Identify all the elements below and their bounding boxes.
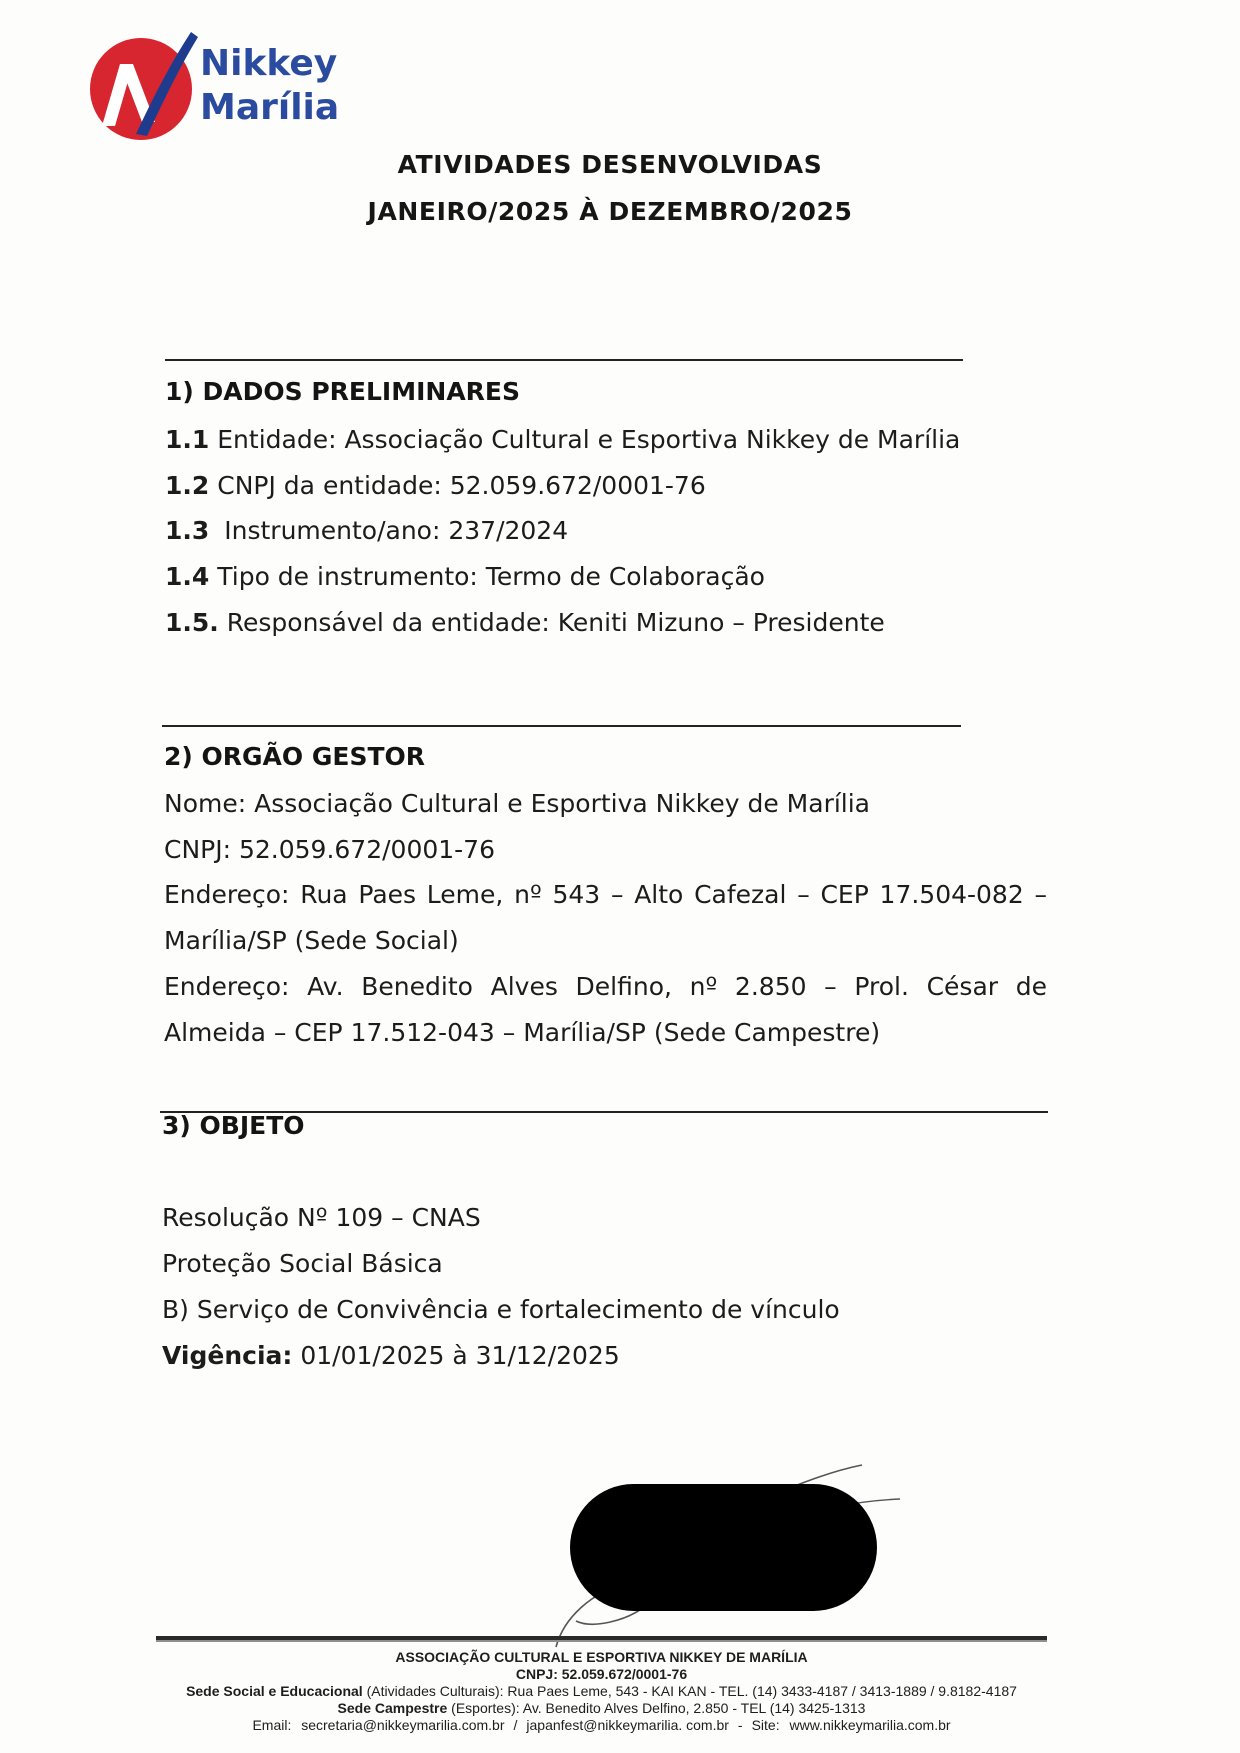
- validity-line: [162, 1333, 840, 1379]
- footer-email-label: Email:: [252, 1717, 292, 1733]
- redacted-signature: [570, 1484, 877, 1611]
- footer-sede-social-label: Sede Social e Educacional: [186, 1683, 363, 1699]
- footer-site: www.nikkeymarilia.com.br: [789, 1717, 951, 1733]
- footer-dash: -: [737, 1717, 743, 1733]
- item-number: 1.2: [165, 470, 210, 500]
- item-number: 1.3: [165, 516, 210, 546]
- section-heading-managing-body: 2) ORGÃO GESTOR: [164, 742, 426, 771]
- item-text: Instrumento/ano: 237/2024: [224, 516, 569, 546]
- address-campestre-line2: Almeida – CEP 17.512-043 – Marília/SP (Sede Campestre): [164, 1017, 881, 1047]
- nikkey-marilia-emblem-icon: [80, 28, 205, 146]
- entity-name: Nome: Associação Cultural e Esportiva Nikkey de Marília: [164, 789, 871, 818]
- footer-email-primary: secretaria@nikkeymarilia.com.br: [301, 1717, 505, 1733]
- item-text: Tipo de instrumento: Termo de Colaboração: [217, 562, 765, 592]
- preliminary-data-list: [165, 417, 960, 646]
- footer-sede-social-text: (Atividades Culturais): Rua Paes Leme, 543 - KAI KAN - TEL. (14) 3433-4187 / 3413-1889 / 9.8182-4187: [366, 1683, 1017, 1699]
- footer-sede-campestre: [156, 1700, 1047, 1717]
- item-number: 1.1: [165, 425, 210, 454]
- section-divider: [165, 359, 963, 361]
- logo-text-line2: Marília: [200, 87, 340, 128]
- list-item: [165, 463, 960, 509]
- managing-body-details: [164, 781, 1047, 1055]
- object-details: [162, 1195, 840, 1379]
- footer-separator: /: [513, 1717, 518, 1733]
- section-heading-object: 3) OBJETO: [162, 1111, 305, 1140]
- footer-divider: [156, 1636, 1047, 1642]
- list-item: [165, 508, 960, 554]
- document-period: JANEIRO/2025 À DEZEMBRO/2025: [367, 197, 853, 226]
- item-text: CNPJ da entidade: 52.059.672/0001-76: [217, 470, 706, 500]
- entity-cnpj: CNPJ: 52.059.672/0001-76: [164, 834, 495, 864]
- footer-org-name: ASSOCIAÇÃO CULTURAL E ESPORTIVA NIKKEY DE MARÍLIA: [395, 1649, 808, 1665]
- logo-text-line1: Nikkey: [200, 43, 338, 84]
- footer-sede-social: [156, 1683, 1047, 1700]
- section-heading-preliminary-data: 1) DADOS PRELIMINARES: [165, 377, 521, 406]
- item-number: 1.4: [165, 562, 210, 592]
- address-social-line2: Marília/SP (Sede Social): [164, 926, 459, 956]
- validity-value: 01/01/2025 à 31/12/2025: [300, 1341, 620, 1370]
- object-line: B) Serviço de Convivência e fortalecimento de vínculo: [162, 1295, 840, 1324]
- item-text: Entidade: Associação Cultural e Esportiva Nikkey de Marília: [217, 425, 961, 454]
- object-line: Proteção Social Básica: [162, 1249, 443, 1278]
- footer-cnpj: CNPJ: 52.059.672/0001-76: [515, 1666, 688, 1682]
- item-text: Responsável da entidade: Keniti Mizuno – Presidente: [226, 607, 885, 637]
- address-social-line1: Endereço: Rua Paes Leme, nº 543 – Alto Cafezal – CEP 17.504-082 –: [164, 880, 1047, 910]
- logo-wordmark: [200, 42, 339, 130]
- item-number: 1.5.: [165, 607, 219, 637]
- footer-sede-campestre-text: (Esportes): Av. Benedito Alves Delfino, 2.850 - TEL (14) 3425-1313: [451, 1700, 866, 1716]
- object-line: Resolução Nº 109 – CNAS: [162, 1203, 481, 1232]
- section-divider: [162, 725, 961, 727]
- list-item: [165, 554, 960, 600]
- list-item: [165, 417, 960, 463]
- footer-sede-campestre-label: Sede Campestre: [337, 1700, 448, 1716]
- footer-site-label: Site:: [751, 1717, 780, 1733]
- document-title: ATIVIDADES DESENVOLVIDAS: [397, 150, 823, 179]
- address-campestre-line1: Endereço: Av. Benedito Alves Delfino, nº 2.850 – Prol. César de: [164, 971, 1047, 1001]
- footer-contacts: [156, 1717, 1047, 1734]
- footer-email-secondary: japanfest@nikkeymarilia. com.br: [526, 1717, 729, 1733]
- list-item: [165, 600, 960, 646]
- footer: [156, 1649, 1047, 1734]
- validity-label: Vigência:: [162, 1341, 293, 1370]
